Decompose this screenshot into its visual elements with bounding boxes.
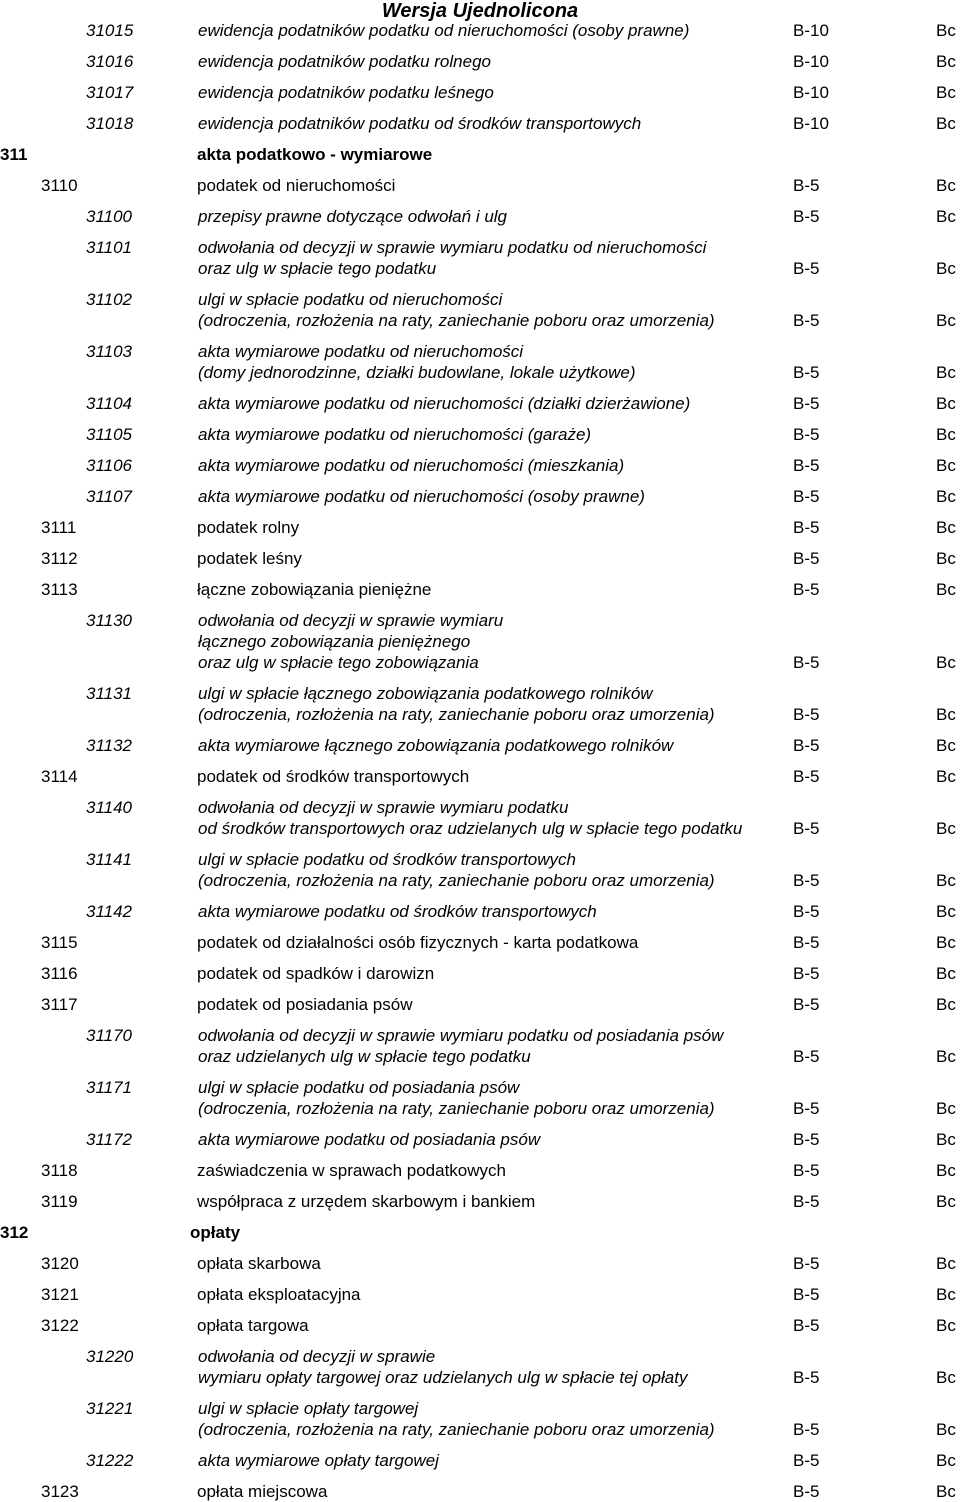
list-item xyxy=(0,683,960,725)
entry-description: podatek od posiadania psów xyxy=(197,995,413,1014)
entry-code: 3112 xyxy=(41,549,78,568)
list-item xyxy=(0,932,960,953)
bc-marker: Bc xyxy=(936,1368,956,1387)
entry-description: (odroczenia, rozłożenia na raty, zaniechanie poboru oraz umorzenia) xyxy=(198,1099,715,1118)
entry-description: (odroczenia, rozłożenia na raty, zaniechanie poboru oraz umorzenia) xyxy=(198,871,715,890)
entry-code: 3122 xyxy=(41,1316,79,1335)
entry-description: oraz ulg w spłacie tego podatku xyxy=(198,259,437,278)
entry-description: wymiaru opłaty targowej oraz udzielanych ulg w spłacie tej opłaty xyxy=(198,1368,688,1387)
entry-code: 3120 xyxy=(41,1254,79,1273)
list-item xyxy=(0,1315,960,1336)
list-item xyxy=(0,144,960,165)
bc-marker: Bc xyxy=(936,964,956,983)
archive-category: B-10 xyxy=(793,114,829,133)
bc-marker: Bc xyxy=(936,1161,956,1180)
archive-category: B-5 xyxy=(793,394,820,413)
entry-code: 31220 xyxy=(86,1347,134,1366)
entry-description: opłata skarbowa xyxy=(197,1254,321,1273)
entry-description: podatek od nieruchomości xyxy=(197,176,396,195)
bc-marker: Bc xyxy=(936,487,956,506)
entry-description: opłata targowa xyxy=(197,1316,309,1335)
archive-category: B-5 xyxy=(793,705,820,724)
entry-code: 31107 xyxy=(86,487,133,506)
bc-marker: Bc xyxy=(936,995,956,1014)
archive-category: B-5 xyxy=(793,1368,820,1387)
entry-description: akta wymiarowe podatku od nieruchomości (mieszkania) xyxy=(198,456,625,475)
entry-description: opłata miejscowa xyxy=(197,1482,328,1501)
bc-marker: Bc xyxy=(936,1482,956,1501)
entry-code: 3123 xyxy=(41,1482,79,1501)
list-item xyxy=(0,963,960,984)
entry-description: (odroczenia, rozłożenia na raty, zaniechanie poboru oraz umorzenia) xyxy=(198,1420,715,1439)
entry-code: 3118 xyxy=(41,1161,78,1180)
entry-description: od środków transportowych oraz udzielanych ulg w spłacie tego podatku xyxy=(198,819,743,838)
bc-marker: Bc xyxy=(936,21,956,40)
entry-code: 3121 xyxy=(41,1285,79,1304)
list-item xyxy=(0,766,960,787)
entry-description: podatek od działalności osób fizycznych - karta podatkowa xyxy=(197,933,639,952)
entry-description: akta wymiarowe podatku od nieruchomości xyxy=(198,342,524,361)
entry-description: ewidencja podatników podatku od nieruchomości (osoby prawne) xyxy=(198,21,690,40)
entry-description: akta wymiarowe opłaty targowej xyxy=(198,1451,439,1470)
list-item xyxy=(0,393,960,414)
list-item xyxy=(0,1191,960,1212)
entry-code: 311 xyxy=(0,145,28,164)
bc-marker: Bc xyxy=(936,767,956,786)
list-item xyxy=(0,994,960,1015)
entry-description: podatek od środków transportowych xyxy=(197,767,470,786)
entry-code: 3110 xyxy=(41,176,78,195)
bc-marker: Bc xyxy=(936,114,956,133)
entry-code: 31101 xyxy=(86,238,133,257)
list-item xyxy=(0,901,960,922)
list-item xyxy=(0,797,960,839)
archive-category: B-5 xyxy=(793,653,820,672)
entry-description: ulgi w spłacie podatku od środków transportowych xyxy=(198,850,576,869)
archive-category: B-5 xyxy=(793,819,820,838)
list-item xyxy=(0,1025,960,1067)
archive-category: B-5 xyxy=(793,1316,820,1335)
bc-marker: Bc xyxy=(936,311,956,330)
entry-description: łączne zobowiązania pieniężne xyxy=(197,580,432,599)
entry-code: 31100 xyxy=(86,207,133,226)
archive-category: B-5 xyxy=(793,1130,820,1149)
entry-code: 31131 xyxy=(86,684,133,703)
bc-marker: Bc xyxy=(936,1285,956,1304)
entry-code: 3114 xyxy=(41,767,78,786)
entry-code: 31105 xyxy=(86,425,133,444)
entry-description: akta wymiarowe podatku od nieruchomości (osoby prawne) xyxy=(198,487,645,506)
archive-category: B-5 xyxy=(793,1192,820,1211)
bc-marker: Bc xyxy=(936,1451,956,1470)
bc-marker: Bc xyxy=(936,1254,956,1273)
list-item xyxy=(0,1129,960,1150)
entry-description: ulgi w spłacie opłaty targowej xyxy=(198,1399,419,1418)
archive-category: B-5 xyxy=(793,311,820,330)
bc-marker: Bc xyxy=(936,456,956,475)
entry-description: (odroczenia, rozłożenia na raty, zaniechanie poboru oraz umorzenia) xyxy=(198,705,715,724)
entry-description: (domy jednorodzinne, działki budowlane, lokale użytkowe) xyxy=(198,363,636,382)
entry-code: 31132 xyxy=(86,736,133,755)
entry-code: 312 xyxy=(0,1223,29,1242)
entry-code: 31102 xyxy=(86,290,133,309)
bc-marker: Bc xyxy=(936,1099,956,1118)
entry-description: oraz udzielanych ulg w spłacie tego podatku xyxy=(198,1047,531,1066)
list-item xyxy=(0,289,960,331)
archive-category: B-5 xyxy=(793,518,820,537)
entry-code: 3113 xyxy=(41,580,78,599)
list-item xyxy=(0,51,960,72)
list-item xyxy=(0,1284,960,1305)
entry-description: odwołania od decyzji w sprawie wymiaru xyxy=(198,611,504,630)
entry-code: 31015 xyxy=(86,21,134,40)
entry-description: opłaty xyxy=(190,1223,241,1242)
bc-marker: Bc xyxy=(936,1316,956,1335)
bc-marker: Bc xyxy=(936,207,956,226)
entry-description: opłata eksploatacyjna xyxy=(197,1285,361,1304)
list-item xyxy=(0,206,960,227)
entry-description: (odroczenia, rozłożenia na raty, zaniechanie poboru oraz umorzenia) xyxy=(198,311,715,330)
bc-marker: Bc xyxy=(936,736,956,755)
list-item xyxy=(0,548,960,569)
archive-category: B-5 xyxy=(793,871,820,890)
archive-category: B-5 xyxy=(793,964,820,983)
archive-category: B-5 xyxy=(793,933,820,952)
entry-description: ewidencja podatników podatku od środków transportowych xyxy=(198,114,642,133)
archive-category: B-10 xyxy=(793,52,829,71)
archive-category: B-5 xyxy=(793,767,820,786)
list-item xyxy=(0,82,960,103)
bc-marker: Bc xyxy=(936,425,956,444)
entry-description: ulgi w spłacie łącznego zobowiązania podatkowego rolników xyxy=(198,684,653,703)
bc-marker: Bc xyxy=(936,580,956,599)
entry-description: zaświadczenia w sprawach podatkowych xyxy=(197,1161,506,1180)
archive-category: B-5 xyxy=(793,1451,820,1470)
bc-marker: Bc xyxy=(936,819,956,838)
entry-description: ewidencja podatników podatku rolnego xyxy=(198,52,491,71)
list-item xyxy=(0,1253,960,1274)
entry-description: ulgi w spłacie podatku od posiadania psów xyxy=(198,1078,520,1097)
list-item xyxy=(0,1398,960,1440)
bc-marker: Bc xyxy=(936,653,956,672)
entry-description: ulgi w spłacie podatku od nieruchomości xyxy=(198,290,503,309)
entry-description: odwołania od decyzji w sprawie wymiaru podatku xyxy=(198,798,569,817)
bc-marker: Bc xyxy=(936,363,956,382)
archive-category: B-5 xyxy=(793,995,820,1014)
entry-code: 31106 xyxy=(86,456,133,475)
entry-description: akta wymiarowe podatku od nieruchomości (działki dzierżawione) xyxy=(198,394,691,413)
bc-marker: Bc xyxy=(936,705,956,724)
entry-description: podatek rolny xyxy=(197,518,300,537)
entry-description: odwołania od decyzji w sprawie wymiaru podatku od nieruchomości xyxy=(198,238,707,257)
archive-category: B-5 xyxy=(793,1285,820,1304)
archive-category: B-5 xyxy=(793,425,820,444)
entry-code: 31141 xyxy=(86,850,133,869)
entry-code: 31018 xyxy=(86,114,134,133)
entry-description: oraz ulg w spłacie tego zobowiązania xyxy=(198,653,479,672)
bc-marker: Bc xyxy=(936,871,956,890)
entry-description: łącznego zobowiązania pieniężnego xyxy=(198,632,471,651)
entry-description: akta podatkowo - wymiarowe xyxy=(197,145,433,164)
archive-category: B-5 xyxy=(793,259,820,278)
archive-category: B-5 xyxy=(793,456,820,475)
list-item xyxy=(0,486,960,507)
archive-category: B-5 xyxy=(793,1099,820,1118)
bc-marker: Bc xyxy=(936,902,956,921)
entry-description: odwołania od decyzji w sprawie xyxy=(198,1347,436,1366)
entry-code: 3117 xyxy=(41,995,78,1014)
entry-code: 31170 xyxy=(86,1026,133,1045)
entry-code: 31221 xyxy=(86,1399,134,1418)
list-item xyxy=(0,1346,960,1388)
bc-marker: Bc xyxy=(936,1130,956,1149)
list-item xyxy=(0,113,960,134)
bc-marker: Bc xyxy=(936,518,956,537)
entry-code: 31104 xyxy=(86,394,133,413)
list-item xyxy=(0,175,960,196)
archive-category: B-5 xyxy=(793,207,820,226)
bc-marker: Bc xyxy=(936,83,956,102)
entry-code: 31142 xyxy=(86,902,133,921)
bc-marker: Bc xyxy=(936,1047,956,1066)
list-item xyxy=(0,20,960,41)
archive-category: B-5 xyxy=(793,363,820,382)
entry-code: 31017 xyxy=(86,83,134,102)
archive-category: B-5 xyxy=(793,1161,820,1180)
bc-marker: Bc xyxy=(936,259,956,278)
bc-marker: Bc xyxy=(936,1420,956,1439)
entry-description: ewidencja podatników podatku leśnego xyxy=(198,83,494,102)
list-item xyxy=(0,579,960,600)
archive-category: B-5 xyxy=(793,1420,820,1439)
entry-code: 3116 xyxy=(41,964,78,983)
entry-code: 31140 xyxy=(86,798,133,817)
archive-category: B-5 xyxy=(793,580,820,599)
list-item xyxy=(0,610,960,673)
bc-marker: Bc xyxy=(936,1192,956,1211)
page-header: Wersja Ujednolicona xyxy=(381,0,579,22)
entry-code: 31172 xyxy=(86,1130,133,1149)
list-item xyxy=(0,1077,960,1119)
entry-description: podatek leśny xyxy=(197,549,302,568)
entry-code: 31222 xyxy=(86,1451,134,1470)
list-item xyxy=(0,341,960,383)
archive-category: B-10 xyxy=(793,21,829,40)
entry-code: 31130 xyxy=(86,611,133,630)
archive-category: B-5 xyxy=(793,1482,820,1501)
entry-code: 31016 xyxy=(86,52,134,71)
entry-code: 31171 xyxy=(86,1078,133,1097)
entry-code: 3115 xyxy=(41,933,78,952)
list-item xyxy=(0,1222,960,1243)
entry-description: akta wymiarowe łącznego zobowiązania podatkowego rolników xyxy=(198,736,674,755)
list-item xyxy=(0,735,960,756)
list-item xyxy=(0,849,960,891)
list-item xyxy=(0,517,960,538)
list-item xyxy=(0,455,960,476)
bc-marker: Bc xyxy=(936,176,956,195)
archive-category: B-5 xyxy=(793,1254,820,1273)
entry-description: przepisy prawne dotyczące odwołań i ulg xyxy=(198,207,508,226)
bc-marker: Bc xyxy=(936,394,956,413)
entry-description: akta wymiarowe podatku od nieruchomości (garaże) xyxy=(198,425,592,444)
entry-code: 31103 xyxy=(86,342,133,361)
list-item xyxy=(0,1160,960,1181)
list-item xyxy=(0,1481,960,1502)
archive-category: B-5 xyxy=(793,1047,820,1066)
entry-description: podatek od spadków i darowizn xyxy=(197,964,435,983)
entry-description: akta wymiarowe podatku od posiadania psów xyxy=(198,1130,541,1149)
entry-code: 3119 xyxy=(41,1192,78,1211)
archive-category: B-5 xyxy=(793,549,820,568)
archive-category: B-5 xyxy=(793,902,820,921)
bc-marker: Bc xyxy=(936,933,956,952)
list-item xyxy=(0,424,960,445)
list-item xyxy=(0,237,960,279)
bc-marker: Bc xyxy=(936,52,956,71)
bc-marker: Bc xyxy=(936,549,956,568)
archive-category: B-5 xyxy=(793,736,820,755)
entry-description: współpraca z urzędem skarbowym i bankiem xyxy=(197,1192,536,1211)
list-item xyxy=(0,1450,960,1471)
entry-description: odwołania od decyzji w sprawie wymiaru podatku od posiadania psów xyxy=(198,1026,724,1045)
archive-category: B-5 xyxy=(793,487,820,506)
archive-category: B-5 xyxy=(793,176,820,195)
entry-description: akta wymiarowe podatku od środków transportowych xyxy=(198,902,597,921)
archive-category: B-10 xyxy=(793,83,829,102)
entry-code: 3111 xyxy=(41,518,77,537)
